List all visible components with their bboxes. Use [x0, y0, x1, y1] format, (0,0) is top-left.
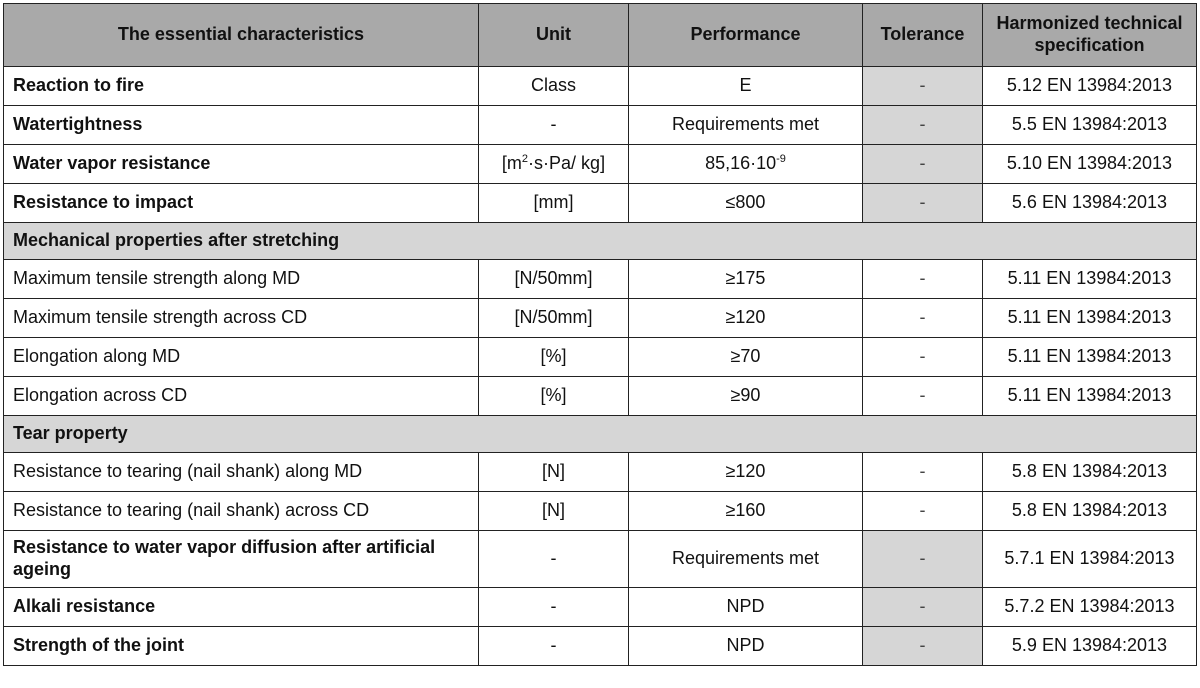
- performance-exponent: -9: [776, 153, 786, 166]
- header-tolerance: Tolerance: [863, 4, 983, 67]
- unit-prefix: [m: [501, 153, 522, 174]
- unit-cell: -: [479, 588, 629, 627]
- table-row: [4, 338, 1197, 377]
- performance-cell: ≥120: [629, 299, 863, 338]
- section-row: [4, 223, 1197, 260]
- spec-cell: 5.11 EN 13984:2013: [983, 338, 1197, 377]
- characteristic-cell: Resistance to water vapor diffusion after artificial ageing: [4, 531, 479, 588]
- characteristic-cell: Alkali resistance: [4, 588, 479, 627]
- characteristic-cell: Resistance to tearing (nail shank) along MD: [4, 453, 479, 492]
- section-row: [4, 416, 1197, 453]
- characteristic-cell: Strength of the joint: [4, 627, 479, 666]
- tolerance-cell: -: [863, 588, 983, 627]
- performance-cell: ≥120: [629, 453, 863, 492]
- unit-cell: Class: [479, 67, 629, 106]
- table-row: [4, 145, 1197, 184]
- performance-cell: ≥175: [629, 260, 863, 299]
- spec-cell: 5.11 EN 13984:2013: [983, 377, 1197, 416]
- tolerance-cell: -: [863, 184, 983, 223]
- performance-cell: [629, 145, 863, 184]
- unit-cell: -: [479, 531, 629, 588]
- header-unit: Unit: [479, 4, 629, 67]
- table-row: [4, 106, 1197, 145]
- tolerance-cell: -: [863, 627, 983, 666]
- header-performance: Performance: [629, 4, 863, 67]
- unit-cell: [N]: [479, 492, 629, 531]
- unit-cell: [mm]: [479, 184, 629, 223]
- header-characteristic: The essential characteristics: [4, 4, 479, 67]
- unit-suffix: ·s·Pa/ kg]: [528, 153, 606, 174]
- performance-cell: Requirements met: [629, 531, 863, 588]
- characteristic-cell: Elongation across CD: [4, 377, 479, 416]
- table-row: [4, 299, 1197, 338]
- unit-cell: [N/50mm]: [479, 260, 629, 299]
- table-row: [4, 377, 1197, 416]
- tolerance-cell: -: [863, 531, 983, 588]
- performance-cell: ≥90: [629, 377, 863, 416]
- spec-cell: 5.6 EN 13984:2013: [983, 184, 1197, 223]
- performance-cell: ≥160: [629, 492, 863, 531]
- characteristic-cell: Resistance to tearing (nail shank) across CD: [4, 492, 479, 531]
- characteristics-table-container: [3, 3, 1196, 666]
- unit-cell: -: [479, 106, 629, 145]
- table-row: [4, 588, 1197, 627]
- spec-cell: 5.12 EN 13984:2013: [983, 67, 1197, 106]
- unit-cell: [%]: [479, 377, 629, 416]
- table-row: [4, 184, 1197, 223]
- header-row: [4, 4, 1197, 67]
- spec-cell: 5.7.1 EN 13984:2013: [983, 531, 1197, 588]
- characteristic-cell: Maximum tensile strength along MD: [4, 260, 479, 299]
- characteristic-cell: Elongation along MD: [4, 338, 479, 377]
- characteristic-cell: Resistance to impact: [4, 184, 479, 223]
- spec-cell: 5.11 EN 13984:2013: [983, 260, 1197, 299]
- spec-cell: 5.7.2 EN 13984:2013: [983, 588, 1197, 627]
- tolerance-cell: -: [863, 338, 983, 377]
- table-row: [4, 627, 1197, 666]
- performance-cell: Requirements met: [629, 106, 863, 145]
- table-row: [4, 260, 1197, 299]
- characteristic-cell: Watertightness: [4, 106, 479, 145]
- table-row: [4, 67, 1197, 106]
- characteristic-cell: Maximum tensile strength across CD: [4, 299, 479, 338]
- spec-cell: 5.9 EN 13984:2013: [983, 627, 1197, 666]
- unit-superscript: 2: [521, 153, 529, 166]
- table-row: [4, 531, 1197, 588]
- unit-cell: [N/50mm]: [479, 299, 629, 338]
- table-row: [4, 492, 1197, 531]
- tolerance-cell: -: [863, 106, 983, 145]
- performance-cell: NPD: [629, 627, 863, 666]
- spec-cell: 5.8 EN 13984:2013: [983, 453, 1197, 492]
- characteristics-table: [3, 3, 1197, 666]
- performance-cell: ≥70: [629, 338, 863, 377]
- performance-cell: ≤800: [629, 184, 863, 223]
- section-title: Tear property: [4, 416, 1197, 453]
- unit-cell: [N]: [479, 453, 629, 492]
- tolerance-cell: -: [863, 145, 983, 184]
- section-title: Mechanical properties after stretching: [4, 223, 1197, 260]
- unit-cell: -: [479, 627, 629, 666]
- spec-cell: 5.11 EN 13984:2013: [983, 299, 1197, 338]
- performance-cell: E: [629, 67, 863, 106]
- tolerance-cell: -: [863, 377, 983, 416]
- unit-cell: [%]: [479, 338, 629, 377]
- table-row: [4, 453, 1197, 492]
- characteristic-cell: Water vapor resistance: [4, 145, 479, 184]
- header-spec: Harmonized technical specification: [983, 4, 1197, 67]
- spec-cell: 5.5 EN 13984:2013: [983, 106, 1197, 145]
- performance-cell: NPD: [629, 588, 863, 627]
- unit-cell: [479, 145, 629, 184]
- tolerance-cell: -: [863, 453, 983, 492]
- tolerance-cell: -: [863, 299, 983, 338]
- spec-cell: 5.8 EN 13984:2013: [983, 492, 1197, 531]
- tolerance-cell: -: [863, 67, 983, 106]
- performance-base: 85,16·10: [705, 153, 777, 174]
- spec-cell: 5.10 EN 13984:2013: [983, 145, 1197, 184]
- tolerance-cell: -: [863, 492, 983, 531]
- tolerance-cell: -: [863, 260, 983, 299]
- characteristic-cell: Reaction to fire: [4, 67, 479, 106]
